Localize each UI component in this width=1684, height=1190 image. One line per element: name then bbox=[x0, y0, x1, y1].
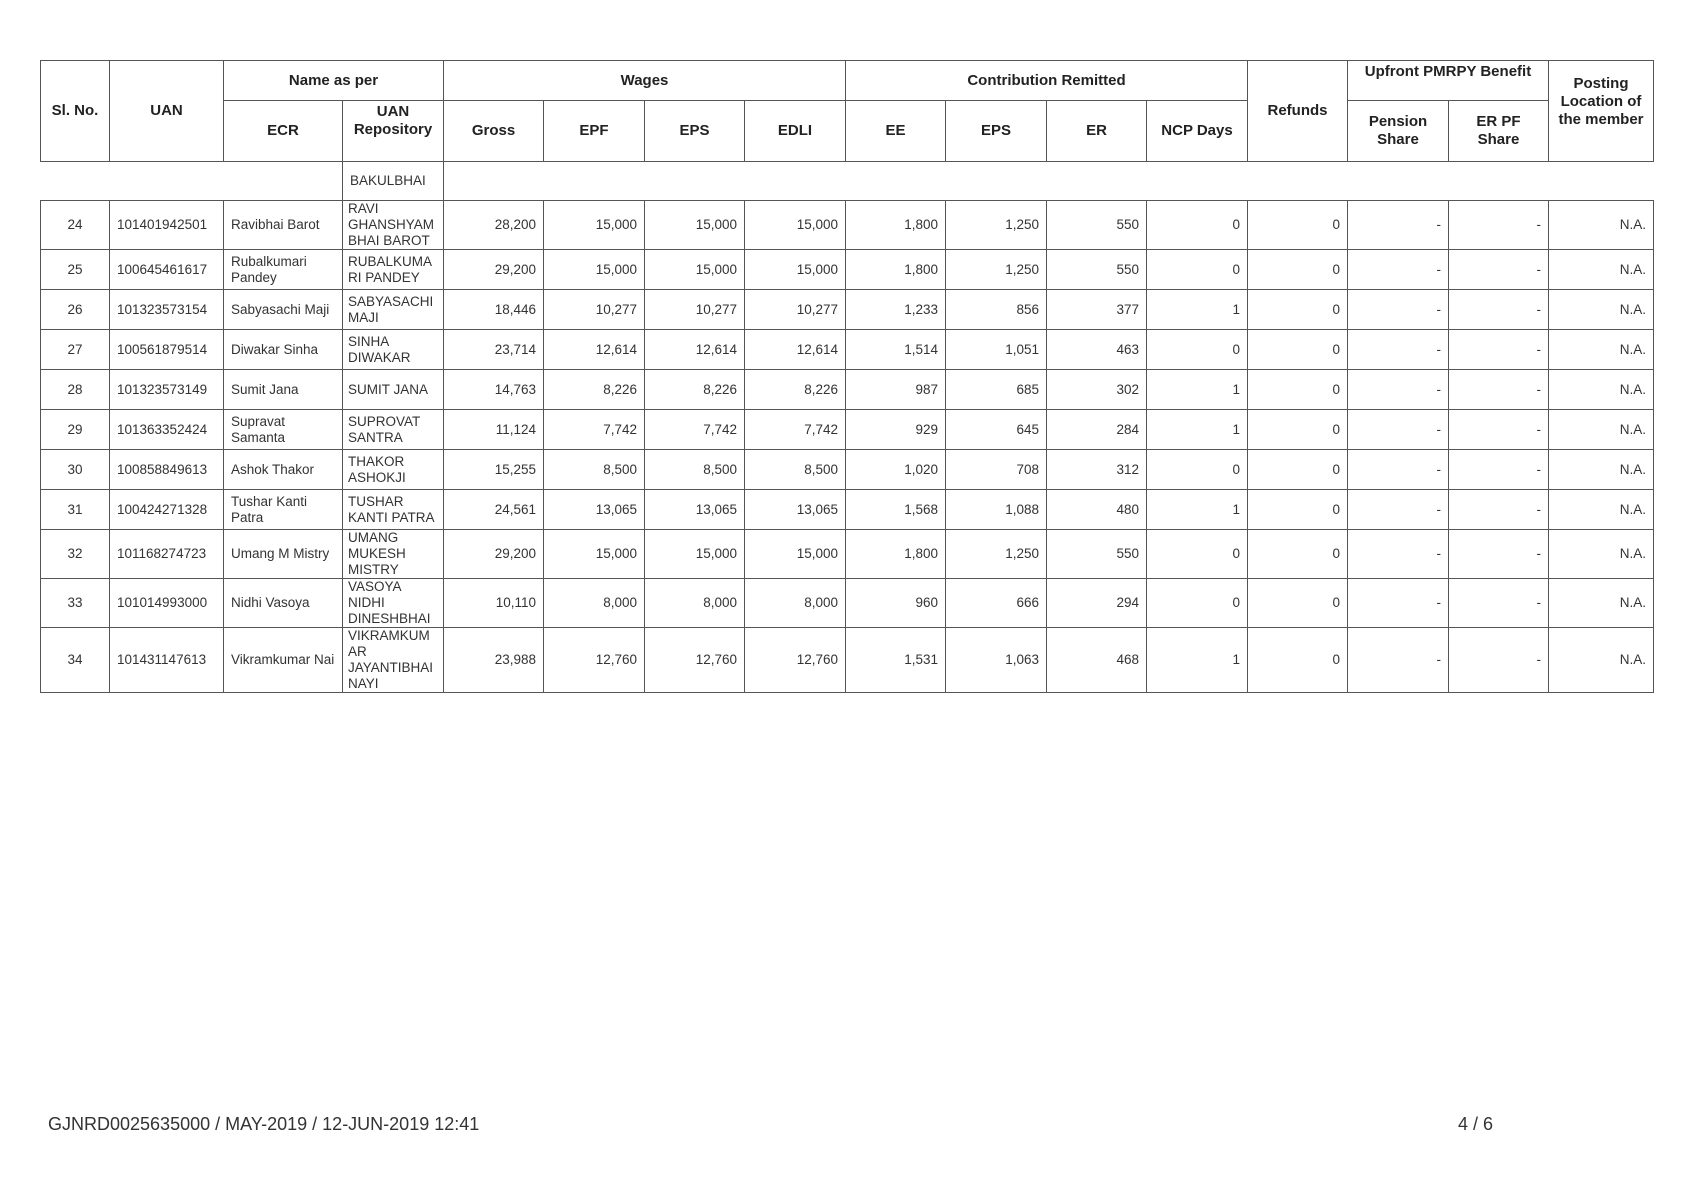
contribution-eps-cell: 666 bbox=[946, 579, 1047, 628]
gross-cell: 11,124 bbox=[444, 410, 544, 450]
header-uan-repository: UAN Repository bbox=[343, 101, 444, 162]
gross-cell: 23,714 bbox=[444, 330, 544, 370]
ecr-name-cell: Tushar Kanti Patra bbox=[224, 490, 343, 530]
uan-cell: 101168274723 bbox=[110, 530, 224, 579]
table-row bbox=[41, 450, 1654, 490]
gross-cell: 18,446 bbox=[444, 290, 544, 330]
sl-no-cell: 30 bbox=[41, 450, 110, 490]
posting-location-cell: N.A. bbox=[1549, 370, 1654, 410]
ecr-name-cell: Umang M Mistry bbox=[224, 530, 343, 579]
header-ecr: ECR bbox=[224, 101, 343, 162]
edli-cell: 8,500 bbox=[745, 450, 846, 490]
table-row bbox=[41, 579, 1654, 628]
er-cell: 480 bbox=[1047, 490, 1147, 530]
eps-cell: 7,742 bbox=[645, 410, 745, 450]
refunds-cell: 0 bbox=[1248, 330, 1348, 370]
refunds-cell: 0 bbox=[1248, 370, 1348, 410]
er-cell: 284 bbox=[1047, 410, 1147, 450]
uan-cell: 101401942501 bbox=[110, 201, 224, 250]
gross-cell: 14,763 bbox=[444, 370, 544, 410]
sl-no-cell: 24 bbox=[41, 201, 110, 250]
pension-share-cell: - bbox=[1348, 490, 1449, 530]
ecr-table bbox=[40, 60, 1654, 693]
header-contribution-eps: EPS bbox=[946, 101, 1047, 162]
uan-cell: 101431147613 bbox=[110, 628, 224, 693]
epf-cell: 13,065 bbox=[544, 490, 645, 530]
footer-reference: GJNRD0025635000 / MAY-2019 / 12-JUN-2019 12:41 bbox=[48, 1114, 480, 1134]
ncp-days-cell: 0 bbox=[1147, 250, 1248, 290]
er-pf-share-cell: - bbox=[1449, 290, 1549, 330]
table-row bbox=[41, 628, 1654, 693]
contribution-eps-cell: 708 bbox=[946, 450, 1047, 490]
contribution-eps-cell: 1,051 bbox=[946, 330, 1047, 370]
er-cell: 294 bbox=[1047, 579, 1147, 628]
refunds-cell: 0 bbox=[1248, 250, 1348, 290]
contribution-eps-cell: 685 bbox=[946, 370, 1047, 410]
eps-cell: 15,000 bbox=[645, 530, 745, 579]
ecr-name-cell: Sabyasachi Maji bbox=[224, 290, 343, 330]
refunds-cell: 0 bbox=[1248, 628, 1348, 693]
ecr-name-cell: Diwakar Sinha bbox=[224, 330, 343, 370]
ecr-name-cell: Ravibhai Barot bbox=[224, 201, 343, 250]
er-pf-share-cell: - bbox=[1449, 530, 1549, 579]
repository-name-cell: VASOYA NIDHI DINESHBHAI bbox=[343, 579, 444, 628]
uan-cell: 100858849613 bbox=[110, 450, 224, 490]
contribution-eps-cell: 1,063 bbox=[946, 628, 1047, 693]
repository-name-cell: TUSHAR KANTI PATRA bbox=[343, 490, 444, 530]
eps-cell: 8,226 bbox=[645, 370, 745, 410]
posting-location-cell: N.A. bbox=[1549, 628, 1654, 693]
posting-location-cell: N.A. bbox=[1549, 450, 1654, 490]
er-cell: 312 bbox=[1047, 450, 1147, 490]
pension-share-cell: - bbox=[1348, 410, 1449, 450]
epf-cell: 8,000 bbox=[544, 579, 645, 628]
eps-cell: 10,277 bbox=[645, 290, 745, 330]
eps-cell: 15,000 bbox=[645, 201, 745, 250]
ee-cell: 987 bbox=[846, 370, 946, 410]
edli-cell: 8,000 bbox=[745, 579, 846, 628]
epf-cell: 12,760 bbox=[544, 628, 645, 693]
epf-cell: 15,000 bbox=[544, 250, 645, 290]
footer-page-number: 4 / 6 bbox=[1458, 1114, 1494, 1134]
er-pf-share-cell: - bbox=[1449, 410, 1549, 450]
edli-cell: 12,614 bbox=[745, 330, 846, 370]
pension-share-cell: - bbox=[1348, 628, 1449, 693]
epf-cell: 10,277 bbox=[544, 290, 645, 330]
sl-no-cell: 33 bbox=[41, 579, 110, 628]
header-gross: Gross bbox=[444, 101, 544, 162]
er-cell: 302 bbox=[1047, 370, 1147, 410]
ncp-days-cell: 0 bbox=[1147, 530, 1248, 579]
er-cell: 550 bbox=[1047, 250, 1147, 290]
er-pf-share-cell: - bbox=[1449, 450, 1549, 490]
sl-no-cell: 32 bbox=[41, 530, 110, 579]
eps-cell: 12,760 bbox=[645, 628, 745, 693]
pension-share-cell: - bbox=[1348, 579, 1449, 628]
epf-cell: 7,742 bbox=[544, 410, 645, 450]
ncp-days-cell: 1 bbox=[1147, 490, 1248, 530]
contribution-eps-cell: 645 bbox=[946, 410, 1047, 450]
header-uan: UAN bbox=[110, 61, 224, 162]
header-contribution-remitted: Contribution Remitted bbox=[846, 61, 1248, 101]
contribution-eps-cell: 1,250 bbox=[946, 250, 1047, 290]
eps-cell: 12,614 bbox=[645, 330, 745, 370]
sl-no-cell: 26 bbox=[41, 290, 110, 330]
ncp-days-cell: 1 bbox=[1147, 410, 1248, 450]
uan-cell: 101323573154 bbox=[110, 290, 224, 330]
eps-cell: 8,500 bbox=[645, 450, 745, 490]
table-row bbox=[41, 290, 1654, 330]
header-wages: Wages bbox=[444, 61, 846, 101]
ecr-name-cell: Rubalkumari Pandey bbox=[224, 250, 343, 290]
eps-cell: 13,065 bbox=[645, 490, 745, 530]
posting-location-cell: N.A. bbox=[1549, 250, 1654, 290]
sl-no-cell: 25 bbox=[41, 250, 110, 290]
header-ee: EE bbox=[846, 101, 946, 162]
ee-cell: 1,514 bbox=[846, 330, 946, 370]
refunds-cell: 0 bbox=[1248, 530, 1348, 579]
uan-cell: 100645461617 bbox=[110, 250, 224, 290]
table-row bbox=[41, 410, 1654, 450]
table-row bbox=[41, 201, 1654, 250]
ee-cell: 929 bbox=[846, 410, 946, 450]
gross-cell: 29,200 bbox=[444, 250, 544, 290]
epf-cell: 12,614 bbox=[544, 330, 645, 370]
edli-cell: 15,000 bbox=[745, 201, 846, 250]
repository-name-cell: UMANG MUKESH MISTRY bbox=[343, 530, 444, 579]
header-posting-location: Posting Location of the member bbox=[1549, 61, 1654, 162]
repository-name-cell: RUBALKUMA RI PANDEY bbox=[343, 250, 444, 290]
ecr-name-cell: Sumit Jana bbox=[224, 370, 343, 410]
gross-cell: 15,255 bbox=[444, 450, 544, 490]
pension-share-cell: - bbox=[1348, 290, 1449, 330]
contribution-eps-cell: 1,088 bbox=[946, 490, 1047, 530]
er-pf-share-cell: - bbox=[1449, 579, 1549, 628]
ecr-name-cell: Vikramkumar Nai bbox=[224, 628, 343, 693]
edli-cell: 13,065 bbox=[745, 490, 846, 530]
ee-cell: 1,568 bbox=[846, 490, 946, 530]
gross-cell: 29,200 bbox=[444, 530, 544, 579]
gross-cell: 10,110 bbox=[444, 579, 544, 628]
er-cell: 550 bbox=[1047, 201, 1147, 250]
ecr-name-cell: Nidhi Vasoya bbox=[224, 579, 343, 628]
er-pf-share-cell: - bbox=[1449, 370, 1549, 410]
edli-cell: 7,742 bbox=[745, 410, 846, 450]
edli-cell: 8,226 bbox=[745, 370, 846, 410]
sl-no-cell: 27 bbox=[41, 330, 110, 370]
epf-cell: 15,000 bbox=[544, 530, 645, 579]
edli-cell: 15,000 bbox=[745, 530, 846, 579]
repository-name-cell: VIKRAMKUM AR JAYANTIBHAI NAYI bbox=[343, 628, 444, 693]
pension-share-cell: - bbox=[1348, 201, 1449, 250]
ee-cell: 1,531 bbox=[846, 628, 946, 693]
er-pf-share-cell: - bbox=[1449, 330, 1549, 370]
ecr-name-cell: Supravat Samanta bbox=[224, 410, 343, 450]
er-pf-share-cell: - bbox=[1449, 250, 1549, 290]
posting-location-cell: N.A. bbox=[1549, 579, 1654, 628]
ee-cell: 1,800 bbox=[846, 250, 946, 290]
er-cell: 377 bbox=[1047, 290, 1147, 330]
gross-cell: 23,988 bbox=[444, 628, 544, 693]
posting-location-cell: N.A. bbox=[1549, 410, 1654, 450]
contribution-eps-cell: 856 bbox=[946, 290, 1047, 330]
edli-cell: 10,277 bbox=[745, 290, 846, 330]
gross-cell: 24,561 bbox=[444, 490, 544, 530]
refunds-cell: 0 bbox=[1248, 410, 1348, 450]
table-row bbox=[41, 490, 1654, 530]
header-sl-no: Sl. No. bbox=[41, 61, 110, 162]
ee-cell: 1,020 bbox=[846, 450, 946, 490]
uan-cell: 100424271328 bbox=[110, 490, 224, 530]
pension-share-cell: - bbox=[1348, 450, 1449, 490]
posting-location-cell: N.A. bbox=[1549, 290, 1654, 330]
sl-no-cell: 31 bbox=[41, 490, 110, 530]
table-row bbox=[41, 370, 1654, 410]
continuation-text: BAKULBHAI bbox=[343, 162, 444, 201]
ee-cell: 960 bbox=[846, 579, 946, 628]
repository-name-cell: SINHA DIWAKAR bbox=[343, 330, 444, 370]
posting-location-cell: N.A. bbox=[1549, 530, 1654, 579]
pension-share-cell: - bbox=[1348, 370, 1449, 410]
repository-name-cell: SUPROVAT SANTRA bbox=[343, 410, 444, 450]
uan-cell: 100561879514 bbox=[110, 330, 224, 370]
header-epf: EPF bbox=[544, 101, 645, 162]
er-pf-share-cell: - bbox=[1449, 201, 1549, 250]
ecr-table-body bbox=[41, 162, 1654, 693]
sl-no-cell: 34 bbox=[41, 628, 110, 693]
epf-cell: 15,000 bbox=[544, 201, 645, 250]
pension-share-cell: - bbox=[1348, 250, 1449, 290]
edli-cell: 15,000 bbox=[745, 250, 846, 290]
header-edli: EDLI bbox=[745, 101, 846, 162]
eps-cell: 8,000 bbox=[645, 579, 745, 628]
posting-location-cell: N.A. bbox=[1549, 330, 1654, 370]
refunds-cell: 0 bbox=[1248, 450, 1348, 490]
refunds-cell: 0 bbox=[1248, 201, 1348, 250]
repository-name-cell: SUMIT JANA bbox=[343, 370, 444, 410]
uan-cell: 101363352424 bbox=[110, 410, 224, 450]
ncp-days-cell: 0 bbox=[1147, 330, 1248, 370]
refunds-cell: 0 bbox=[1248, 579, 1348, 628]
header-name-as-per: Name as per bbox=[224, 61, 444, 101]
ncp-days-cell: 1 bbox=[1147, 370, 1248, 410]
uan-cell: 101014993000 bbox=[110, 579, 224, 628]
refunds-cell: 0 bbox=[1248, 290, 1348, 330]
pension-share-cell: - bbox=[1348, 530, 1449, 579]
posting-location-cell: N.A. bbox=[1549, 490, 1654, 530]
ee-cell: 1,800 bbox=[846, 201, 946, 250]
header-refunds: Refunds bbox=[1248, 61, 1348, 162]
sl-no-cell: 29 bbox=[41, 410, 110, 450]
table-row bbox=[41, 530, 1654, 579]
header-upfront-pmrpy: Upfront PMRPY Benefit bbox=[1348, 61, 1549, 101]
epf-cell: 8,500 bbox=[544, 450, 645, 490]
repository-name-cell: THAKOR ASHOKJI bbox=[343, 450, 444, 490]
er-pf-share-cell: - bbox=[1449, 628, 1549, 693]
epf-cell: 8,226 bbox=[544, 370, 645, 410]
er-cell: 468 bbox=[1047, 628, 1147, 693]
header-er: ER bbox=[1047, 101, 1147, 162]
refunds-cell: 0 bbox=[1248, 490, 1348, 530]
header-pension-share: Pension Share bbox=[1348, 101, 1449, 162]
er-pf-share-cell: - bbox=[1449, 490, 1549, 530]
header-ncp-days: NCP Days bbox=[1147, 101, 1248, 162]
posting-location-cell: N.A. bbox=[1549, 201, 1654, 250]
er-cell: 550 bbox=[1047, 530, 1147, 579]
contribution-eps-cell: 1,250 bbox=[946, 530, 1047, 579]
header-er-pf-share: ER PF Share bbox=[1449, 101, 1549, 162]
continuation-row bbox=[41, 162, 1654, 201]
contribution-eps-cell: 1,250 bbox=[946, 201, 1047, 250]
header-eps: EPS bbox=[645, 101, 745, 162]
table-row bbox=[41, 330, 1654, 370]
ncp-days-cell: 0 bbox=[1147, 450, 1248, 490]
repository-name-cell: SABYASACHI MAJI bbox=[343, 290, 444, 330]
ee-cell: 1,800 bbox=[846, 530, 946, 579]
uan-cell: 101323573149 bbox=[110, 370, 224, 410]
pension-share-cell: - bbox=[1348, 330, 1449, 370]
table-row bbox=[41, 250, 1654, 290]
edli-cell: 12,760 bbox=[745, 628, 846, 693]
ee-cell: 1,233 bbox=[846, 290, 946, 330]
sl-no-cell: 28 bbox=[41, 370, 110, 410]
eps-cell: 15,000 bbox=[645, 250, 745, 290]
ncp-days-cell: 1 bbox=[1147, 290, 1248, 330]
ncp-days-cell: 1 bbox=[1147, 628, 1248, 693]
repository-name-cell: RAVI GHANSHYAM BHAI BAROT bbox=[343, 201, 444, 250]
ecr-name-cell: Ashok Thakor bbox=[224, 450, 343, 490]
er-cell: 463 bbox=[1047, 330, 1147, 370]
gross-cell: 28,200 bbox=[444, 201, 544, 250]
ncp-days-cell: 0 bbox=[1147, 201, 1248, 250]
ncp-days-cell: 0 bbox=[1147, 579, 1248, 628]
